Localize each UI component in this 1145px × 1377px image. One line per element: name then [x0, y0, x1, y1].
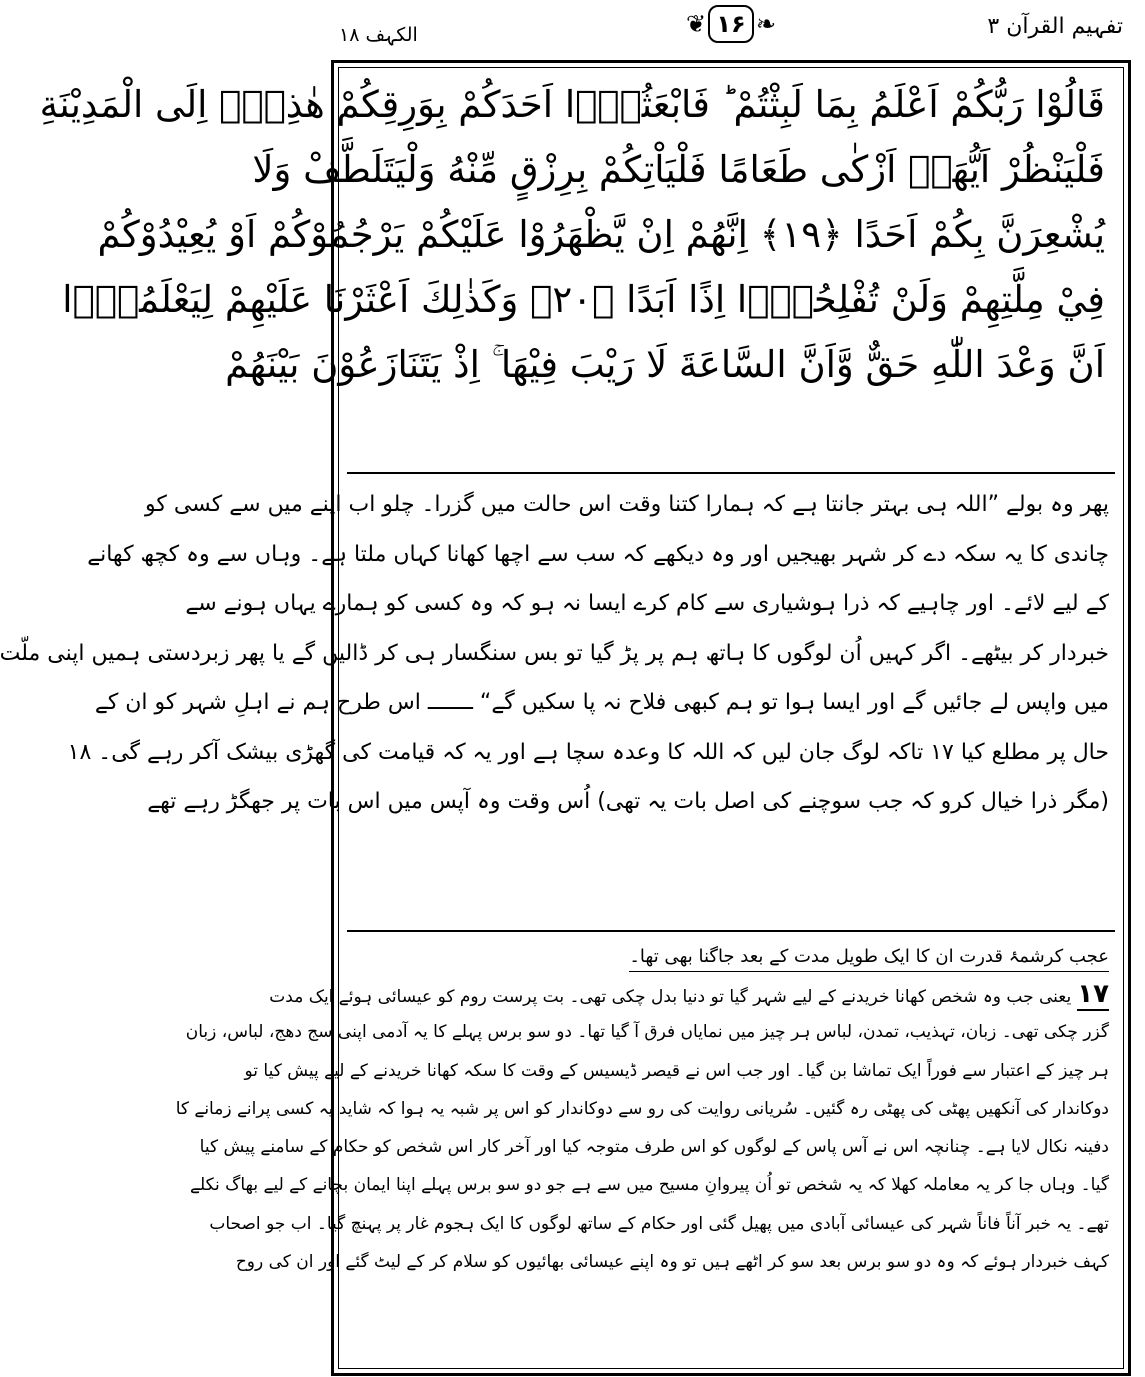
- footnote-line-text: یعنی جب وہ شخص کھانا خریدنے کے لیے شہر گیا تو دنیا بدل چکی تھی۔ بت پرست روم کو عیسائی ہوئے ایک مدت: [269, 987, 1072, 1007]
- footnote-line: ہر چیز کے اعتبار سے فوراً ایک تماشا بن گیا۔ اور جب اس نے قیصر ڈیسیس کے وقت کا سکہ کھانا خریدنے کے لیے پیش کیا تو: [244, 1060, 1109, 1081]
- footnote-continuation-text: عجب کرشمۂ قدرت ان کا ایک طویل مدت کے بعد جاگنا بھی تھا۔: [629, 943, 1109, 972]
- footnote-line-first: [269, 975, 1109, 1013]
- translation-line: پھر وہ بولے ”اللہ ہی بہتر جانتا ہے کہ ہمارا کتنا وقت اس حالت میں گزرا۔ چلو اب اپنے میں سے کسی کو: [144, 492, 1109, 517]
- page-number-badge: [686, 4, 776, 44]
- translation-line: (مگر ذرا خیال کرو کہ جب سوچنے کی اصل بات یہ تھی) اُس وقت وہ آپس میں اس بات پر جھگڑ رہے تھے: [147, 789, 1109, 814]
- footnote-line: تھے۔ یہ خبر آناً فاناً شہر کی عیسائی آبادی میں پھیل گئی اور حکام کے ساتھ لوگوں کا ایک ہجوم غار پر پہنچ گیا۔ اب جو اصحاب: [209, 1213, 1109, 1234]
- divider: [347, 930, 1115, 932]
- translation-line: کے لیے لائے۔ اور چاہیے کہ ذرا ہوشیاری سے کام کرے ایسا نہ ہو کہ وہ کسی کو ہمارے یہاں ہونے سے: [185, 591, 1109, 616]
- arabic-text-block: [39, 72, 1105, 397]
- footnote-line: دفینہ نکال لایا ہے۔ چنانچہ اس نے آس پاس کے لوگوں کو اس طرف متوجہ کیا اور آخر کار اس شخص کو حکام کے سامنے پیش کیا: [199, 1137, 1109, 1158]
- book-title: تفہیم القرآن ۳: [987, 14, 1123, 39]
- translation-line: حال پر مطلع کیا ۱۷ تاکہ لوگ جان لیں کہ اللہ کا وعدہ سچا ہے اور یہ کہ قیامت کی گھڑی بیشک آکر رہے گی۔ ۱۸: [67, 739, 1109, 765]
- footnote-line: دوکاندار کی آنکھیں پھٹی کی پھٹی رہ گئیں۔ سُریانی روایت کی رو سے دوکاندار کو اس پر شبہ یہ ہوا کہ شاید یہ کسی پرانے زمانے کا: [175, 1098, 1109, 1119]
- footnote-line: گیا۔ وہاں جا کر یہ معاملہ کھلا کہ یہ شخص تو اُن پیروانِ مسیح میں سے ہے جو دو سو برس پہلے اپنا ایمان بچانے کے لیے بھاگ نکلے: [190, 1175, 1109, 1196]
- arabic-line: فِيْ مِلَّتِهِمْ وَلَنْ تُفْلِحُوْۤا اِذًا اَبَدًا ﴿۲۰﴾ وَكَذٰلِكَ اَعْثَرْنَا عَلَيْهِمْ لِيَعْلَمُوْۤا: [62, 278, 1105, 321]
- page-number: ۱۶: [708, 5, 754, 43]
- divider: [347, 472, 1115, 474]
- arabic-line: قَالُوْا رَبُّكُمْ اَعْلَمُ بِمَا لَبِثْتُمْ ؕ فَابْعَثُوْۤا اَحَدَكُمْ بِوَرِقِكُمْ هٰذِهٖۤ اِلَى الْمَدِيْنَةِ: [39, 83, 1105, 126]
- footnote-continuation: [353, 940, 1109, 974]
- translation-line: خبردار کر بیٹھے۔ اگر کہیں اُن لوگوں کا ہاتھ ہم پر پڑ گیا تو بس سنگسار ہی کر ڈالیں گے یا پھر زبردستی ہمیں اپنی ملّت: [0, 640, 1109, 666]
- arabic-line: فَلْيَنْظُرْ اَيُّهَاۤ اَزْكٰى طَعَامًا فَلْيَاْتِكُمْ بِرِزْقٍ مِّنْهُ وَلْيَتَلَطَّفْ وَلَا: [252, 148, 1105, 191]
- footnote-line: کہف خبردار ہوئے کہ وہ دو سو برس بعد سو کر اٹھے ہیں تو وہ اپنے عیسائی بھائیوں کو سلام کر کے لیٹ گئے اور ان کی روح: [235, 1252, 1109, 1273]
- ornament-right-icon: ❧: [755, 10, 776, 38]
- ornament-left-icon: ❦: [686, 10, 707, 38]
- footnote-number: ۱۷: [1077, 979, 1109, 1009]
- translation-block: [0, 480, 1109, 827]
- translation-line: چاندی کا یہ سکہ دے کر شہر بھیجیں اور وہ دیکھے کہ سب سے اچھا کھانا کہاں ملتا ہے۔ وہاں سے وہ کچھ کھانے: [87, 541, 1109, 567]
- surah-name: الکہف ۱۸: [339, 24, 418, 46]
- translation-line: میں واپس لے جائیں گے اور ایسا ہوا تو ہم کبھی فلاح نہ پا سکیں گے“ ـــــــ اس طرح ہم نے اہلِ شہر کو ان کے: [94, 690, 1109, 715]
- page-header: [317, 0, 1145, 62]
- arabic-line: يُشْعِرَنَّ بِكُمْ اَحَدًا ﴿۱۹﴾ اِنَّهُمْ اِنْ يَّظْهَرُوْا عَلَيْكُمْ يَرْجُمُوْكُمْ اَوْ يُعِيْدُوْكُمْ: [97, 213, 1105, 256]
- footnote-line: گزر چکی تھی۔ زبان، تہذیب، تمدن، لباس ہر چیز میں نمایاں فرق آ گیا تھا۔ دو سو برس پہلے کا یہ آدمی اپنی سج دھج، لباس، زبان: [185, 1022, 1109, 1043]
- footnote-17: [175, 975, 1109, 1281]
- arabic-line: اَنَّ وَعْدَ اللّٰهِ حَقٌّ وَّاَنَّ السَّاعَةَ لَا رَيْبَ فِيْهَا ۚ اِذْ يَتَنَازَعُوْنَ بَيْنَهُمْ: [225, 343, 1105, 386]
